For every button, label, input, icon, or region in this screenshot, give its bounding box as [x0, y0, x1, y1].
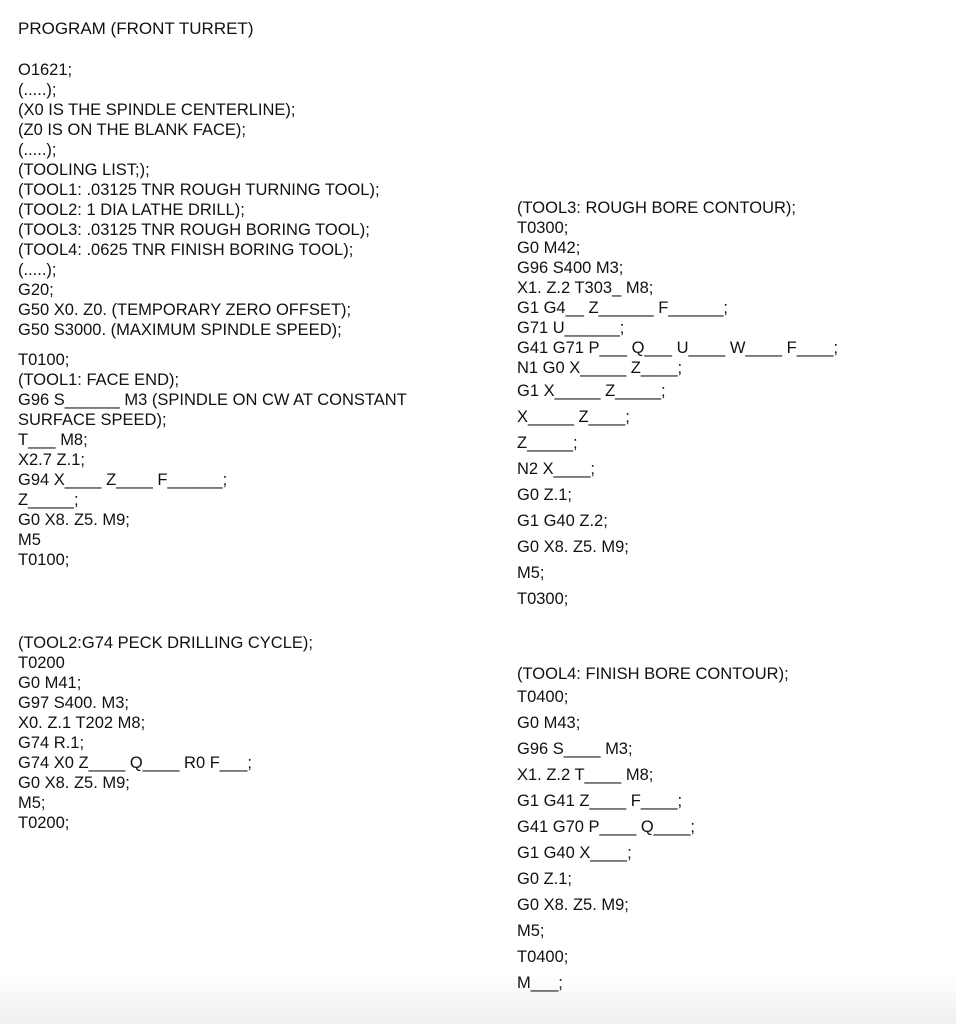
code-line: Z_____;: [18, 491, 79, 509]
code-line: M___;: [517, 974, 563, 992]
code-line: T0300;: [517, 590, 569, 608]
code-line: T0400;: [517, 948, 569, 966]
code-line: G41 G70 P____ Q____;: [517, 818, 695, 836]
code-line: (TOOLING LIST;);: [18, 161, 150, 179]
code-line: (TOOL3: ROUGH BORE CONTOUR);: [517, 199, 797, 217]
code-line: T0100;: [18, 351, 70, 369]
code-line: T___ M8;: [18, 431, 88, 449]
code-line: X1. Z.2 T____ M8;: [517, 766, 654, 784]
code-line: T0200: [18, 654, 65, 672]
program-block-tool2: [18, 633, 313, 833]
code-line: T0300;: [517, 219, 569, 237]
program-block-setup-tool1: [18, 60, 407, 570]
code-line: G1 G4__ Z______ F______;: [517, 299, 728, 317]
code-line: G97 S400. M3;: [18, 694, 129, 712]
code-line: G0 X8. Z5. M9;: [18, 774, 130, 792]
code-line: N1 G0 X_____ Z____;: [517, 359, 683, 377]
code-line: (TOOL4: .0625 TNR FINISH BORING TOOL);: [18, 241, 354, 259]
code-line: G20;: [18, 281, 54, 299]
code-line: G96 S____ M3;: [517, 740, 633, 758]
code-line: G96 S400 M3;: [517, 259, 624, 277]
code-line: [18, 340, 407, 350]
code-line: G1 G40 X____;: [517, 844, 632, 862]
code-line: G0 X8. Z5. M9;: [18, 511, 130, 529]
code-line: T0200;: [18, 814, 70, 832]
code-line: M5;: [517, 922, 545, 940]
code-line: X1. Z.2 T303_ M8;: [517, 279, 654, 297]
code-line: (Z0 IS ON THE BLANK FACE);: [18, 121, 246, 139]
code-line: (TOOL4: FINISH BORE CONTOUR);: [517, 665, 789, 683]
code-line: G1 G40 Z.2;: [517, 512, 608, 530]
code-line: (TOOL2: 1 DIA LATHE DRILL);: [18, 201, 245, 219]
code-line: G96 S______ M3 (SPINDLE ON CW AT CONSTANT: [18, 391, 407, 409]
code-line: G0 M43;: [517, 714, 581, 732]
code-line: (TOOL2:G74 PECK DRILLING CYCLE);: [18, 634, 313, 652]
code-line: G94 X____ Z____ F______;: [18, 471, 228, 489]
code-line: M5: [18, 531, 41, 549]
code-line: G1 X_____ Z_____;: [517, 382, 666, 400]
code-line: G50 X0. Z0. (TEMPORARY ZERO OFFSET);: [18, 301, 352, 319]
code-line: X_____ Z____;: [517, 408, 630, 426]
code-line: O1621;: [18, 61, 73, 79]
code-line: (TOOL1: .03125 TNR ROUGH TURNING TOOL);: [18, 181, 380, 199]
code-line: X0. Z.1 T202 M8;: [18, 714, 146, 732]
code-line: T0100;: [18, 551, 70, 569]
code-line: (X0 IS THE SPINDLE CENTERLINE);: [18, 101, 296, 119]
code-line: (TOOL1: FACE END);: [18, 371, 180, 389]
code-line: (.....);: [18, 261, 57, 279]
code-line: X2.7 Z.1;: [18, 451, 85, 469]
code-line: (TOOL3: .03125 TNR ROUGH BORING TOOL);: [18, 221, 370, 239]
code-line: G0 M42;: [517, 239, 581, 257]
code-line: SURFACE SPEED);: [18, 411, 167, 429]
code-line: T0400;: [517, 688, 569, 706]
page-title: PROGRAM (FRONT TURRET): [18, 19, 254, 38]
code-line: M5;: [517, 564, 545, 582]
code-line: (.....);: [18, 81, 57, 99]
program-block-tool3: [517, 198, 838, 612]
code-line: G41 G71 P___ Q___ U____ W____ F____;: [517, 339, 839, 357]
code-line: G0 Z.1;: [517, 870, 573, 888]
code-line: N2 X____;: [517, 460, 595, 478]
code-line: G71 U______;: [517, 319, 625, 337]
code-line: (.....);: [18, 141, 57, 159]
code-line: G74 X0 Z____ Q____ R0 F___;: [18, 754, 252, 772]
code-line: G1 G41 Z____ F____;: [517, 792, 683, 810]
code-line: G74 R.1;: [18, 734, 85, 752]
program-block-tool4: [517, 664, 789, 996]
code-line: G0 M41;: [18, 674, 82, 692]
code-line: G0 X8. Z5. M9;: [517, 896, 629, 914]
code-line: Z_____;: [517, 434, 578, 452]
code-line: G0 X8. Z5. M9;: [517, 538, 629, 556]
code-line: G0 Z.1;: [517, 486, 573, 504]
code-line: M5;: [18, 794, 46, 812]
code-line: G50 S3000. (MAXIMUM SPINDLE SPEED);: [18, 321, 342, 339]
